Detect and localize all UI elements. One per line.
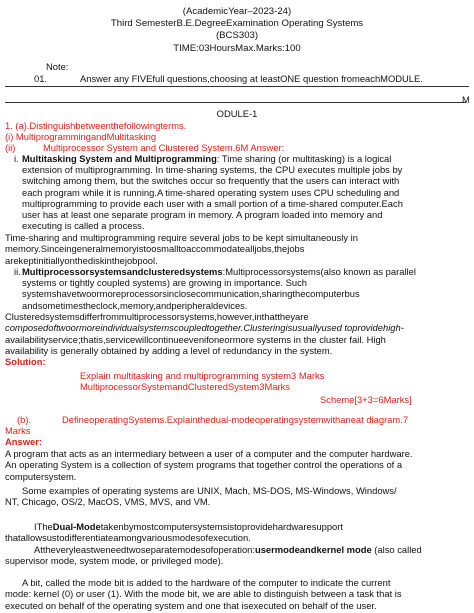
mode-bit-block [5, 577, 402, 611]
time-marks: TIME:03HoursMax.Marks:100 [173, 42, 301, 54]
cluster-line: availabilityservice;thatis,servicewillcontinueevenifoneormore systems in the cluster fail. High [5, 333, 386, 345]
ans-i-first-line [22, 153, 391, 164]
ans-i-line: executing is called a process. [22, 220, 145, 232]
ans-i-line: user has at least one separate program in memory. A program loaded into memory and [22, 209, 383, 221]
ans-i-line: switching among them, but the switches occur so frequently that the users can interact with [22, 175, 400, 187]
marking-scheme: Scheme[3+3=6Marks] [320, 394, 412, 405]
mode-bit-line: A bit, called the mode bit is added to the hardware of the computer to indicate the current [22, 577, 391, 588]
dual-mode-post: takenbymostcomputersystemsistoprovidehardwaresupport [100, 521, 343, 532]
ans-i-line: extension of multiprogramming. In time-sharing systems, the CPU executes multiple jobs by [22, 164, 403, 175]
dual-mode-line2: thatallowsustodifferentiateamongvariousmodesofexecution. [5, 532, 251, 543]
q1a-title: 1. (a).Distinguishbetweenthefollowingterms. [5, 120, 187, 131]
module-rule [5, 102, 466, 103]
exam-header [0, 6, 474, 55]
ans-i-block [22, 164, 403, 232]
note-text: Answer any FIVEfull questions,choosing at leastONE question fromeachMODULE. [80, 73, 423, 84]
memory-line: Time-sharing and multiprogramming require several jobs to be kept simultaneously in [5, 232, 358, 243]
solution-line: Explain multitasking and multiprogramming system3 Marks [80, 370, 325, 381]
note-underline [5, 86, 469, 87]
cluster-block [5, 311, 404, 356]
answer-label: Answer: [5, 436, 42, 447]
note-number: 01. [34, 73, 48, 84]
cluster-line: composedoftwoormoreindividualsystemscoupledtogether.Clusteringisusuallyused toprovidehigh- [5, 322, 404, 334]
academic-year: (AcademicYear–2023-24) [182, 6, 292, 17]
ans-ii-first-line [22, 266, 416, 277]
os-examples-line: Some examples of operating systems are UNIX, Mach, MS-DOS, MS-Windows, Windows/ [22, 485, 397, 496]
cluster-line: availability is generally obtained by adding a level of redundancy in the system. [5, 344, 333, 356]
ans-ii-block [22, 277, 360, 311]
q1b-title: DefineoperatingSystems.Explainthedual-modeoperatingsystemwithaneat diagram.7 [62, 414, 409, 425]
modes-bold: usermodeandkernel mode [254, 544, 372, 555]
dual-mode-line [34, 521, 343, 532]
solution-line: MultiprocessorSystemandClusteredSystem3Marks [80, 381, 290, 392]
note-label: Note: [46, 61, 69, 72]
q1a-item-ii-text: Multiprocessor System and Clustered System.6M Answer: [43, 142, 285, 153]
os-definition-line: computersystem. [5, 470, 77, 482]
q1b-label: (b). [17, 414, 32, 425]
mode-bit-line: executed on behalf of the operating system and one that isexecuted on behalf of the user. [5, 599, 377, 611]
ans-ii-line: systemshavetwoormoreprocessorsinclosecommunication,sharingthecomputerbus [22, 288, 360, 300]
ans-ii-num: ii. [14, 266, 21, 277]
ans-ii-bold: Multiprocessorsystemsandclusteredsystems [22, 266, 223, 277]
course-code: (BCS303) [215, 30, 259, 42]
exam-title: Third SemesterB.E.DegreeExamination Operating Systems [110, 18, 364, 30]
modes-post: (also called [374, 544, 422, 555]
memory-line: memory.Sinceingeneralmemoryistoosmalltoaccommodatealljobs,thejobs [5, 243, 305, 255]
os-examples [5, 485, 397, 508]
mode-bit-line: mode: kernel (0) or user (1). With the mode bit, we are able to distinguish between a task that is [5, 588, 402, 600]
ans-ii-line: :Multiprocessorsystems(also known as parallel [222, 266, 416, 277]
os-examples-line: NT, Chicago, OS/2, MacOS, VMS, MVS, and VM. [5, 496, 211, 508]
modes-pre: Attheveryleastweneedtwoseparatemodesofoperation: [34, 544, 255, 555]
dual-mode-bold: Dual-Mode [52, 521, 101, 532]
os-definition-line: A program that acts as an intermediary between a user of a computer and the computer hardware. [5, 448, 413, 459]
solution-label: Solution: [5, 356, 46, 367]
cluster-line: Clusteredsystemsdifferfrommultiprocessorsystems,however,inthattheyare [5, 311, 309, 322]
os-definition [5, 448, 413, 482]
modes-line [34, 544, 422, 555]
dual-mode-pre: IThe [34, 521, 53, 532]
q1a-item-ii-num: (ii) [5, 142, 16, 153]
memory-line: arekeptinitiallyonthediskinthejobpool. [5, 254, 158, 266]
ans-i-line: : Time sharing (or multitasking) is a logical [216, 153, 392, 164]
modes-line2: supervisor mode, system mode, or privileged mode). [5, 555, 224, 566]
q1a-item-i: (i) MultiprogrammingandMultitasking [5, 131, 157, 142]
module-edge-letter: M [462, 94, 470, 105]
os-definition-line: An operating System is a collection of system programs that together control the operations of a [5, 459, 403, 471]
q1b-title-cont: Marks [5, 425, 31, 436]
ans-i-line: each program while it is running.A time-shared operating system uses CPU scheduling and [22, 186, 400, 198]
ans-i-num: i. [14, 153, 19, 164]
ans-i-line: multiprogramming to provide each user with a small portion of a time-shared computer.Each [22, 197, 403, 209]
memory-block [5, 232, 358, 266]
ans-ii-line: systems or tightly coupled systems) are growing in importance. Such [22, 277, 308, 288]
ans-ii-line: andsometimestheclock,memory,andperipheraldevices. [22, 299, 248, 311]
module-title: ODULE-1 [216, 108, 258, 119]
ans-i-bold: Multitasking System and Multiprogramming [22, 153, 217, 164]
